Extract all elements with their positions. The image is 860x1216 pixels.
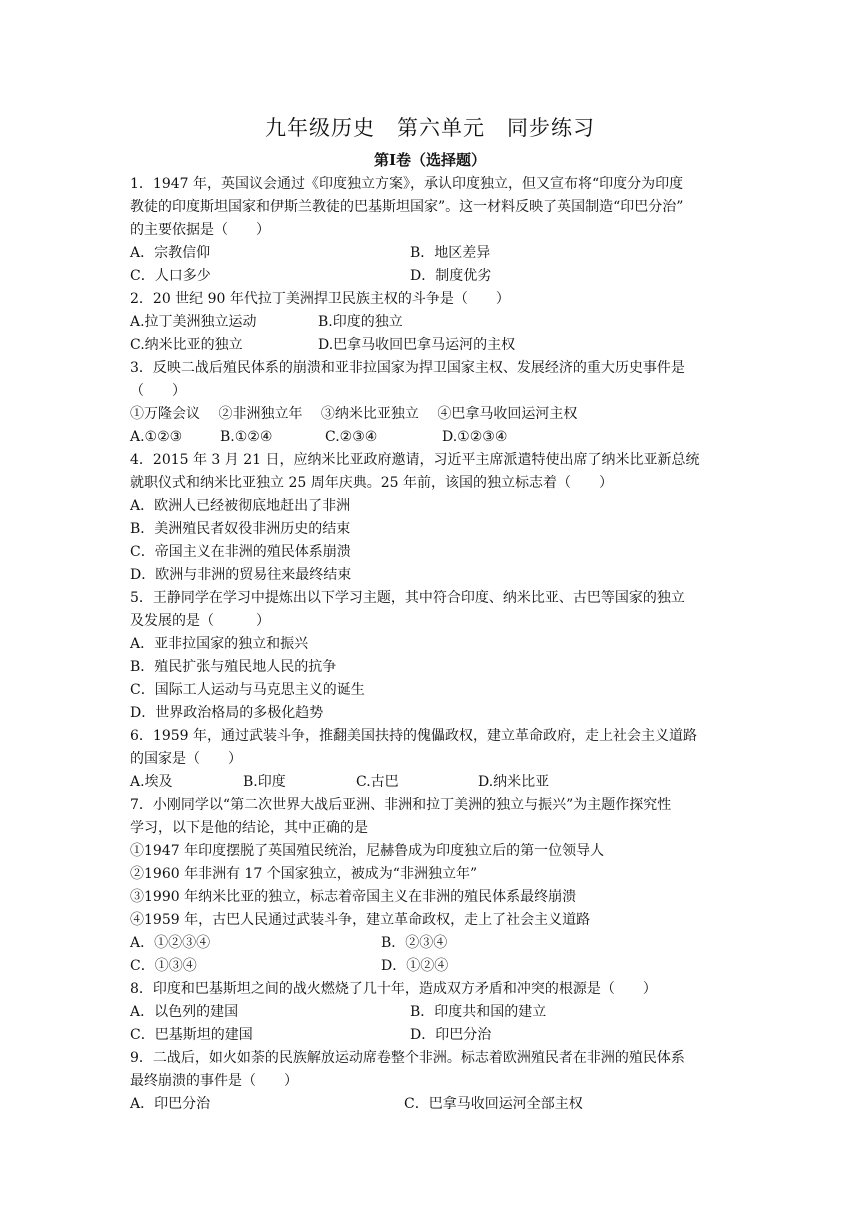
question-9-line-1: 9．二战后，如火如荼的民族解放运动席卷整个非洲。标志着欧洲殖民者在非洲的殖民体系 — [130, 1050, 685, 1066]
question-9-option-c: C．巴拿马收回运河全部主权 — [404, 1096, 583, 1112]
question-3-line-2: （ ） — [130, 383, 186, 399]
question-4-option-d: D．欧洲与非洲的贸易往来最终结束 — [130, 567, 352, 583]
question-3-option-a: A.①②③ — [130, 429, 183, 445]
question-8-option-a: A．以色列的建国 — [130, 1004, 239, 1020]
question-3-option-d: D.①②③④ — [442, 429, 508, 445]
section-subtitle: 第Ⅰ卷（选择题） — [373, 151, 487, 169]
question-7-line-2: 学习，以下是他的结论，其中正确的是 — [130, 820, 368, 836]
question-7-option-c: C．①③④ — [130, 958, 197, 974]
question-1-line-3: 的主要依据是（ ） — [130, 222, 270, 238]
question-7-line-3: ①1947 年印度摆脱了英国殖民统治，尼赫鲁成为印度独立后的第一位领导人 — [130, 843, 605, 859]
question-5-option-c: C．国际工人运动与马克思主义的诞生 — [130, 682, 365, 698]
question-2-option-c: C.纳米比亚的独立 — [130, 337, 243, 353]
question-2-option-d: D.巴拿马收回巴拿马运河的主权 — [318, 337, 516, 353]
question-3-option-c: C.②③④ — [325, 429, 378, 445]
question-7-option-a: A．①②③④ — [130, 935, 211, 951]
question-8-line-1: 8．印度和巴基斯坦之间的战火燃烧了几十年，造成双方矛盾和冲突的根源是（ ） — [130, 981, 657, 997]
question-6-option-b: B.印度 — [243, 774, 286, 790]
question-7-line-5: ③1990 年纳米比亚的独立，标志着帝国主义在非洲的殖民体系最终崩溃 — [130, 889, 577, 905]
question-5-option-a: A．亚非拉国家的独立和振兴 — [130, 636, 309, 652]
question-5-line-2: 及发展的是（ ） — [130, 613, 270, 629]
question-6-line-1: 6．1959 年，通过武装斗争，推翻美国扶持的傀儡政权，建立革命政府，走上社会主义道路 — [130, 728, 697, 744]
question-4-option-c: C．帝国主义在非洲的殖民体系崩溃 — [130, 544, 351, 560]
question-3-option-b: B.①②④ — [220, 429, 273, 445]
question-1-option-a: A．宗教信仰 — [130, 245, 211, 261]
question-7-option-d: D．①②④ — [381, 958, 449, 974]
question-4-option-b: B．美洲殖民者奴役非洲历史的结束 — [130, 521, 351, 537]
question-3-line-1: 3．反映二战后殖民体系的崩溃和亚非拉国家为捍卫国家主权、发展经济的重大历史事件是 — [130, 360, 685, 376]
question-9-option-a: A．印巴分治 — [130, 1096, 211, 1112]
question-8-option-b: B．印度共和国的建立 — [410, 1004, 547, 1020]
question-6-option-a: A.埃及 — [130, 774, 173, 790]
question-1-line-1: 1．1947 年，英国议会通过《印度独立方案》，承认印度独立，但又宣布将“印度分为印度 — [130, 176, 684, 192]
question-7-line-4: ②1960 年非洲有 17 个国家独立，被成为“非洲独立年” — [130, 866, 478, 882]
question-2-option-b: B.印度的独立 — [318, 314, 403, 330]
question-3-line-3: ①万隆会议 ②非洲独立年 ③纳米比亚独立 ④巴拿马收回运河主权 — [130, 406, 578, 422]
question-8-option-c: C．巴基斯坦的建国 — [130, 1027, 253, 1043]
question-1-option-d: D．制度优劣 — [410, 268, 492, 284]
question-5-option-b: B．殖民扩张与殖民地人民的抗争 — [130, 659, 337, 675]
question-4-option-a: A．欧洲人已经被彻底地赶出了非洲 — [130, 498, 351, 514]
question-2-option-a: A.拉丁美洲独立运动 — [130, 314, 257, 330]
page-title: 九年级历史 第六单元 同步练习 — [265, 116, 595, 140]
question-9-line-2: 最终崩溃的事件是（ ） — [130, 1073, 298, 1089]
question-4-line-1: 4．2015 年 3 月 21 日，应纳米比亚政府邀请，习近平主席派遣特使出席了纳米比亚新总统 — [130, 452, 700, 468]
question-7-line-1: 7．小刚同学以“第二次世界大战后亚洲、非洲和拉丁美洲的独立与振兴”为主题作探究性 — [130, 797, 672, 813]
question-6-line-2: 的国家是（ ） — [130, 751, 242, 767]
question-8-option-d: D．印巴分治 — [410, 1027, 492, 1043]
question-7-line-6: ④1959 年，古巴人民通过武装斗争，建立革命政权，走上了社会主义道路 — [130, 912, 591, 928]
question-7-option-b: B．②③④ — [381, 935, 448, 951]
question-4-line-2: 就职仪式和纳米比亚独立 25 周年庆典。25 年前，该国的独立标志着（ ） — [130, 475, 613, 491]
question-6-option-c: C.古巴 — [356, 774, 399, 790]
question-5-line-1: 5．王静同学在学习中提炼出以下学习主题，其中符合印度、纳米比亚、古巴等国家的独立 — [130, 590, 685, 606]
question-1-option-c: C．人口多少 — [130, 268, 211, 284]
question-1-line-2: 教徒的印度斯坦国家和伊斯兰教徒的巴基斯坦国家”。这一材料反映了英国制造“印巴分治” — [130, 199, 684, 215]
question-2-line-1: 2．20 世纪 90 年代拉丁美洲捍卫民族主权的斗争是（ ） — [130, 291, 510, 307]
question-6-option-d: D.纳米比亚 — [478, 774, 550, 790]
question-1-option-b: B．地区差异 — [410, 245, 491, 261]
question-5-option-d: D．世界政治格局的多极化趋势 — [130, 705, 324, 721]
